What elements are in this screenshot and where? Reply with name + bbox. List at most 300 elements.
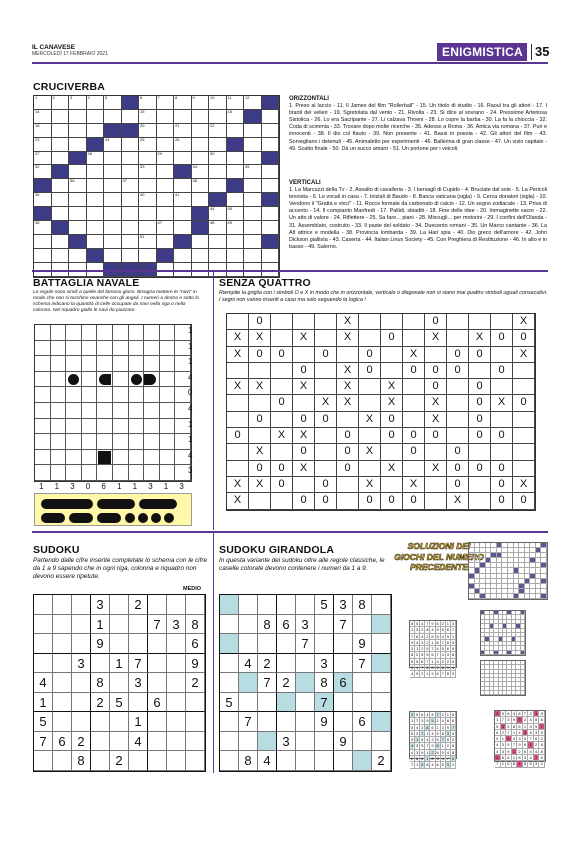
- senza-cell[interactable]: 0: [447, 477, 469, 493]
- senza-cell[interactable]: [359, 379, 381, 395]
- girandola-cell[interactable]: 5: [315, 595, 334, 615]
- senza-cell[interactable]: [381, 477, 403, 493]
- battleship-cell[interactable]: [82, 387, 98, 403]
- battleship-cell[interactable]: [97, 356, 113, 372]
- crossword-cell[interactable]: [209, 124, 227, 138]
- sudoku-cell[interactable]: [34, 751, 53, 771]
- battleship-cell[interactable]: [97, 372, 113, 388]
- senza-cell[interactable]: 0: [469, 395, 491, 411]
- crossword-cell[interactable]: [209, 96, 227, 110]
- senza-cell[interactable]: 0: [227, 428, 249, 444]
- battleship-cell[interactable]: [160, 341, 176, 357]
- senza-cell[interactable]: X: [513, 477, 535, 493]
- crossword-cell[interactable]: [192, 110, 210, 124]
- sudoku-cell[interactable]: [53, 595, 72, 615]
- girandola-cell[interactable]: [334, 693, 353, 713]
- senza-cell[interactable]: X: [337, 314, 359, 330]
- crossword-cell[interactable]: [209, 221, 227, 235]
- crossword-cell[interactable]: [69, 193, 87, 207]
- sudoku-cell[interactable]: [34, 634, 53, 654]
- senza-cell[interactable]: X: [293, 379, 315, 395]
- senza-cell[interactable]: [249, 395, 271, 411]
- senza-cell[interactable]: 0: [271, 477, 293, 493]
- battleship-cell[interactable]: [97, 387, 113, 403]
- senza-cell[interactable]: [271, 363, 293, 379]
- crossword-cell[interactable]: [139, 193, 157, 207]
- girandola-cell[interactable]: 8: [315, 673, 334, 693]
- senza-cell[interactable]: 0: [491, 428, 513, 444]
- girandola-cell[interactable]: 2: [372, 751, 391, 771]
- girandola-cell[interactable]: 8: [239, 751, 258, 771]
- crossword-cell[interactable]: [104, 165, 122, 179]
- battleship-cell[interactable]: [129, 450, 145, 466]
- sudoku-cell[interactable]: 9: [91, 634, 110, 654]
- senza-cell[interactable]: 0: [469, 379, 491, 395]
- sudoku-cell[interactable]: 1: [129, 712, 148, 732]
- girandola-cell[interactable]: 3: [296, 615, 315, 635]
- senza-cell[interactable]: X: [381, 461, 403, 477]
- sudoku-cell[interactable]: [110, 615, 129, 635]
- senza-cell[interactable]: 0: [491, 477, 513, 493]
- crossword-cell[interactable]: [192, 179, 210, 193]
- crossword-cell[interactable]: [34, 124, 52, 138]
- senza-cell[interactable]: X: [337, 330, 359, 346]
- senza-cell[interactable]: 0: [469, 428, 491, 444]
- senza-cell[interactable]: [271, 314, 293, 330]
- crossword-cell[interactable]: [227, 124, 245, 138]
- senza-cell[interactable]: X: [249, 330, 271, 346]
- crossword-cell[interactable]: [69, 221, 87, 235]
- senza-cell[interactable]: [381, 347, 403, 363]
- battleship-cell[interactable]: [66, 403, 82, 419]
- crossword-cell[interactable]: [69, 110, 87, 124]
- crossword-cell[interactable]: [52, 249, 70, 263]
- girandola-cell[interactable]: [372, 732, 391, 752]
- sudoku-cell[interactable]: 3: [72, 654, 91, 674]
- crossword-cell[interactable]: [52, 193, 70, 207]
- battleship-cell[interactable]: [35, 356, 51, 372]
- crossword-cell[interactable]: [52, 138, 70, 152]
- senza-quattro-grid[interactable]: [226, 313, 536, 511]
- crossword-cell[interactable]: [227, 165, 245, 179]
- crossword-cell[interactable]: [244, 96, 262, 110]
- senza-cell[interactable]: [513, 444, 535, 460]
- battleship-cell[interactable]: [129, 387, 145, 403]
- crossword-cell[interactable]: [262, 249, 280, 263]
- crossword-cell[interactable]: [87, 152, 105, 166]
- senza-cell[interactable]: [293, 347, 315, 363]
- battleship-cell[interactable]: [51, 325, 67, 341]
- senza-cell[interactable]: [447, 428, 469, 444]
- senza-cell[interactable]: [271, 493, 293, 509]
- senza-cell[interactable]: 0: [337, 428, 359, 444]
- battleship-cell[interactable]: [129, 403, 145, 419]
- senza-cell[interactable]: X: [271, 428, 293, 444]
- senza-cell[interactable]: 0: [293, 412, 315, 428]
- crossword-cell[interactable]: [69, 165, 87, 179]
- crossword-cell[interactable]: [139, 207, 157, 221]
- battleship-cell[interactable]: [160, 356, 176, 372]
- senza-cell[interactable]: [249, 493, 271, 509]
- girandola-cell[interactable]: [296, 712, 315, 732]
- battleship-cell[interactable]: [97, 403, 113, 419]
- crossword-cell[interactable]: [139, 179, 157, 193]
- senza-cell[interactable]: [513, 379, 535, 395]
- crossword-cell[interactable]: [69, 207, 87, 221]
- crossword-cell[interactable]: [174, 96, 192, 110]
- battleship-cell[interactable]: [51, 387, 67, 403]
- girandola-cell[interactable]: [258, 634, 277, 654]
- sudoku-cell[interactable]: [110, 673, 129, 693]
- girandola-cell[interactable]: [220, 712, 239, 732]
- girandola-cell[interactable]: 2: [258, 654, 277, 674]
- sudoku-cell[interactable]: [91, 654, 110, 674]
- senza-cell[interactable]: [403, 412, 425, 428]
- senza-cell[interactable]: X: [315, 395, 337, 411]
- sudoku-cell[interactable]: [53, 615, 72, 635]
- crossword-cell[interactable]: [192, 124, 210, 138]
- girandola-cell[interactable]: [220, 673, 239, 693]
- senza-cell[interactable]: 0: [315, 493, 337, 509]
- battleship-cell[interactable]: [51, 450, 67, 466]
- senza-cell[interactable]: [381, 363, 403, 379]
- crossword-cell[interactable]: [139, 249, 157, 263]
- senza-cell[interactable]: 0: [381, 428, 403, 444]
- girandola-cell[interactable]: 7: [353, 654, 372, 674]
- girandola-cell[interactable]: [277, 712, 296, 732]
- senza-cell[interactable]: 0: [249, 347, 271, 363]
- girandola-cell[interactable]: 5: [220, 693, 239, 713]
- battleship-cell[interactable]: [82, 372, 98, 388]
- battleship-cell[interactable]: [66, 465, 82, 481]
- girandola-cell[interactable]: 4: [239, 654, 258, 674]
- senza-cell[interactable]: 0: [359, 347, 381, 363]
- senza-cell[interactable]: [491, 444, 513, 460]
- sudoku-cell[interactable]: [110, 712, 129, 732]
- senza-cell[interactable]: [491, 314, 513, 330]
- battleship-cell[interactable]: [35, 372, 51, 388]
- battleship-cell[interactable]: [66, 450, 82, 466]
- sudoku-cell[interactable]: [34, 654, 53, 674]
- senza-cell[interactable]: X: [425, 330, 447, 346]
- crossword-cell[interactable]: [192, 249, 210, 263]
- battleship-cell[interactable]: [97, 434, 113, 450]
- battleship-cell[interactable]: [51, 356, 67, 372]
- senza-cell[interactable]: 0: [249, 412, 271, 428]
- girandola-cell[interactable]: [315, 732, 334, 752]
- crossword-cell[interactable]: [104, 193, 122, 207]
- girandola-cell[interactable]: 6: [334, 673, 353, 693]
- crossword-cell[interactable]: [139, 138, 157, 152]
- battleship-cell[interactable]: [97, 465, 113, 481]
- sudoku-cell[interactable]: [72, 693, 91, 713]
- crossword-cell[interactable]: [209, 179, 227, 193]
- crossword-cell[interactable]: [157, 207, 175, 221]
- senza-cell[interactable]: [403, 330, 425, 346]
- crossword-cell[interactable]: [244, 249, 262, 263]
- senza-cell[interactable]: [513, 412, 535, 428]
- sudoku-cell[interactable]: [186, 732, 205, 752]
- senza-cell[interactable]: [403, 461, 425, 477]
- sudoku-cell[interactable]: 2: [91, 693, 110, 713]
- battleship-cell[interactable]: [35, 434, 51, 450]
- crossword-cell[interactable]: [244, 193, 262, 207]
- battleship-cell[interactable]: [113, 341, 129, 357]
- girandola-cell[interactable]: 8: [258, 615, 277, 635]
- crossword-cell[interactable]: [209, 207, 227, 221]
- senza-cell[interactable]: 0: [381, 330, 403, 346]
- senza-cell[interactable]: X: [425, 461, 447, 477]
- senza-cell[interactable]: 0: [315, 347, 337, 363]
- battleship-cell[interactable]: [160, 465, 176, 481]
- crossword-cell[interactable]: [34, 249, 52, 263]
- girandola-cell[interactable]: [239, 673, 258, 693]
- battleship-cell[interactable]: [51, 465, 67, 481]
- senza-cell[interactable]: 0: [491, 330, 513, 346]
- senza-cell[interactable]: [403, 395, 425, 411]
- girandola-cell[interactable]: [220, 615, 239, 635]
- crossword-cell[interactable]: [104, 249, 122, 263]
- girandola-cell[interactable]: [334, 712, 353, 732]
- senza-cell[interactable]: 0: [293, 363, 315, 379]
- sudoku-cell[interactable]: [186, 712, 205, 732]
- sudoku-cell[interactable]: [72, 673, 91, 693]
- senza-cell[interactable]: 0: [425, 363, 447, 379]
- crossword-cell[interactable]: [87, 235, 105, 249]
- crossword-cell[interactable]: [262, 165, 280, 179]
- battleship-cell[interactable]: [66, 372, 82, 388]
- crossword-cell[interactable]: [227, 193, 245, 207]
- girandola-cell[interactable]: 7: [296, 634, 315, 654]
- senza-cell[interactable]: [271, 444, 293, 460]
- battleship-cell[interactable]: [113, 434, 129, 450]
- girandola-cell[interactable]: [372, 654, 391, 674]
- crossword-cell[interactable]: [244, 221, 262, 235]
- girandola-cell[interactable]: [372, 712, 391, 732]
- crossword-cell[interactable]: [34, 193, 52, 207]
- battleship-cell[interactable]: [35, 325, 51, 341]
- crossword-cell[interactable]: [87, 193, 105, 207]
- girandola-cell[interactable]: 8: [353, 595, 372, 615]
- senza-cell[interactable]: [425, 477, 447, 493]
- senza-cell[interactable]: [227, 461, 249, 477]
- crossword-cell[interactable]: [157, 193, 175, 207]
- sudoku-cell[interactable]: [167, 732, 186, 752]
- crossword-cell[interactable]: [122, 221, 140, 235]
- battleship-cell[interactable]: [51, 341, 67, 357]
- crossword-cell[interactable]: [244, 207, 262, 221]
- girandola-cell[interactable]: 7: [334, 615, 353, 635]
- battleship-cell[interactable]: [82, 403, 98, 419]
- senza-cell[interactable]: [447, 379, 469, 395]
- crossword-cell[interactable]: [87, 124, 105, 138]
- sudoku-grid[interactable]: [33, 594, 206, 772]
- crossword-cell[interactable]: [262, 207, 280, 221]
- girandola-cell[interactable]: 7: [239, 712, 258, 732]
- battleship-cell[interactable]: [66, 341, 82, 357]
- crossword-cell[interactable]: [122, 207, 140, 221]
- crossword-cell[interactable]: [69, 124, 87, 138]
- senza-cell[interactable]: X: [359, 477, 381, 493]
- senza-cell[interactable]: X: [337, 395, 359, 411]
- senza-cell[interactable]: [227, 412, 249, 428]
- crossword-cell[interactable]: [227, 207, 245, 221]
- crossword-cell[interactable]: [52, 152, 70, 166]
- sudoku-cell[interactable]: 7: [34, 732, 53, 752]
- battleship-cell[interactable]: [129, 341, 145, 357]
- crossword-cell[interactable]: [174, 207, 192, 221]
- girandola-cell[interactable]: [372, 615, 391, 635]
- crossword-cell[interactable]: [139, 165, 157, 179]
- sudoku-cell[interactable]: [53, 654, 72, 674]
- crossword-cell[interactable]: [87, 179, 105, 193]
- girandola-cell[interactable]: [239, 693, 258, 713]
- crossword-cell[interactable]: [104, 96, 122, 110]
- battleship-cell[interactable]: [82, 419, 98, 435]
- crossword-cell[interactable]: [192, 138, 210, 152]
- battleship-cell[interactable]: [66, 419, 82, 435]
- senza-cell[interactable]: 0: [447, 444, 469, 460]
- senza-cell[interactable]: X: [249, 379, 271, 395]
- senza-cell[interactable]: [337, 412, 359, 428]
- senza-cell[interactable]: X: [227, 477, 249, 493]
- crossword-cell[interactable]: [139, 96, 157, 110]
- battleship-cell[interactable]: [144, 419, 160, 435]
- sudoku-cell[interactable]: [72, 595, 91, 615]
- girandola-cell[interactable]: 3: [315, 654, 334, 674]
- crossword-cell[interactable]: [174, 249, 192, 263]
- sudoku-cell[interactable]: 1: [91, 615, 110, 635]
- crossword-cell[interactable]: [104, 179, 122, 193]
- senza-cell[interactable]: X: [469, 330, 491, 346]
- senza-cell[interactable]: X: [425, 395, 447, 411]
- crossword-cell[interactable]: [174, 179, 192, 193]
- crossword-cell[interactable]: [262, 221, 280, 235]
- battleship-cell[interactable]: [113, 372, 129, 388]
- girandola-cell[interactable]: [258, 693, 277, 713]
- senza-cell[interactable]: [381, 444, 403, 460]
- sudoku-cell[interactable]: [91, 712, 110, 732]
- battleship-cell[interactable]: [35, 419, 51, 435]
- senza-cell[interactable]: 0: [249, 461, 271, 477]
- battleship-cell[interactable]: [113, 419, 129, 435]
- sudoku-cell[interactable]: [91, 751, 110, 771]
- battleship-cell[interactable]: [113, 387, 129, 403]
- sudoku-cell[interactable]: 3: [91, 595, 110, 615]
- senza-cell[interactable]: [315, 428, 337, 444]
- sudoku-cell[interactable]: [129, 693, 148, 713]
- sudoku-cell[interactable]: [110, 634, 129, 654]
- battleship-cell[interactable]: [35, 341, 51, 357]
- sudoku-cell[interactable]: [148, 634, 167, 654]
- girandola-cell[interactable]: [239, 732, 258, 752]
- crossword-cell[interactable]: [192, 193, 210, 207]
- battleship-cell[interactable]: [160, 403, 176, 419]
- girandola-cell[interactable]: [296, 732, 315, 752]
- senza-cell[interactable]: 0: [513, 330, 535, 346]
- battleship-cell[interactable]: [144, 450, 160, 466]
- senza-cell[interactable]: 0: [271, 347, 293, 363]
- girandola-cell[interactable]: [353, 732, 372, 752]
- senza-cell[interactable]: [403, 314, 425, 330]
- battleship-cell[interactable]: [97, 341, 113, 357]
- girandola-cell[interactable]: [296, 654, 315, 674]
- girandola-cell[interactable]: 7: [258, 673, 277, 693]
- battleship-cell[interactable]: [160, 419, 176, 435]
- girandola-cell[interactable]: [239, 615, 258, 635]
- senza-cell[interactable]: 0: [469, 461, 491, 477]
- senza-cell[interactable]: [271, 379, 293, 395]
- senza-cell[interactable]: [359, 330, 381, 346]
- senza-cell[interactable]: 0: [447, 347, 469, 363]
- senza-cell[interactable]: X: [227, 347, 249, 363]
- senza-cell[interactable]: [315, 461, 337, 477]
- senza-cell[interactable]: [315, 330, 337, 346]
- senza-cell[interactable]: 0: [403, 493, 425, 509]
- crossword-cell[interactable]: [192, 96, 210, 110]
- crossword-cell[interactable]: [122, 165, 140, 179]
- girandola-cell[interactable]: 9: [315, 712, 334, 732]
- battleship-cell[interactable]: [82, 450, 98, 466]
- senza-cell[interactable]: [381, 314, 403, 330]
- senza-cell[interactable]: [425, 347, 447, 363]
- girandola-cell[interactable]: [220, 634, 239, 654]
- sudoku-cell[interactable]: [167, 673, 186, 693]
- sudoku-cell[interactable]: [53, 693, 72, 713]
- crossword-cell[interactable]: [122, 235, 140, 249]
- battleship-cell[interactable]: [66, 325, 82, 341]
- crossword-cell[interactable]: [87, 207, 105, 221]
- battleship-cell[interactable]: [66, 434, 82, 450]
- senza-cell[interactable]: X: [403, 477, 425, 493]
- sudoku-cell[interactable]: 6: [186, 634, 205, 654]
- senza-cell[interactable]: X: [227, 493, 249, 509]
- senza-cell[interactable]: [359, 395, 381, 411]
- sudoku-cell[interactable]: [148, 732, 167, 752]
- battleship-cell[interactable]: [113, 465, 129, 481]
- sudoku-cell[interactable]: [91, 732, 110, 752]
- sudoku-cell[interactable]: 1: [34, 693, 53, 713]
- battleship-cell[interactable]: [160, 372, 176, 388]
- senza-cell[interactable]: [403, 379, 425, 395]
- senza-cell[interactable]: 0: [469, 347, 491, 363]
- girandola-cell[interactable]: 3: [334, 595, 353, 615]
- senza-cell[interactable]: [227, 395, 249, 411]
- crossword-cell[interactable]: [69, 179, 87, 193]
- battleship-cell[interactable]: [51, 372, 67, 388]
- sudoku-cell[interactable]: [72, 615, 91, 635]
- sudoku-cell[interactable]: [167, 654, 186, 674]
- senza-cell[interactable]: X: [337, 379, 359, 395]
- girandola-cell[interactable]: [353, 673, 372, 693]
- crossword-cell[interactable]: [34, 152, 52, 166]
- crossword-cell[interactable]: [139, 152, 157, 166]
- girandola-cell[interactable]: [334, 654, 353, 674]
- crossword-cell[interactable]: [192, 235, 210, 249]
- senza-cell[interactable]: [337, 477, 359, 493]
- senza-cell[interactable]: 0: [447, 363, 469, 379]
- sudoku-cell[interactable]: [110, 595, 129, 615]
- battleship-cell[interactable]: [129, 419, 145, 435]
- senza-cell[interactable]: [425, 493, 447, 509]
- sudoku-cell[interactable]: 8: [72, 751, 91, 771]
- senza-cell[interactable]: [359, 314, 381, 330]
- crossword-cell[interactable]: [34, 110, 52, 124]
- crossword-cell[interactable]: [157, 221, 175, 235]
- crossword-cell[interactable]: [244, 138, 262, 152]
- battleship-cell[interactable]: [129, 465, 145, 481]
- sudoku-cell[interactable]: [167, 751, 186, 771]
